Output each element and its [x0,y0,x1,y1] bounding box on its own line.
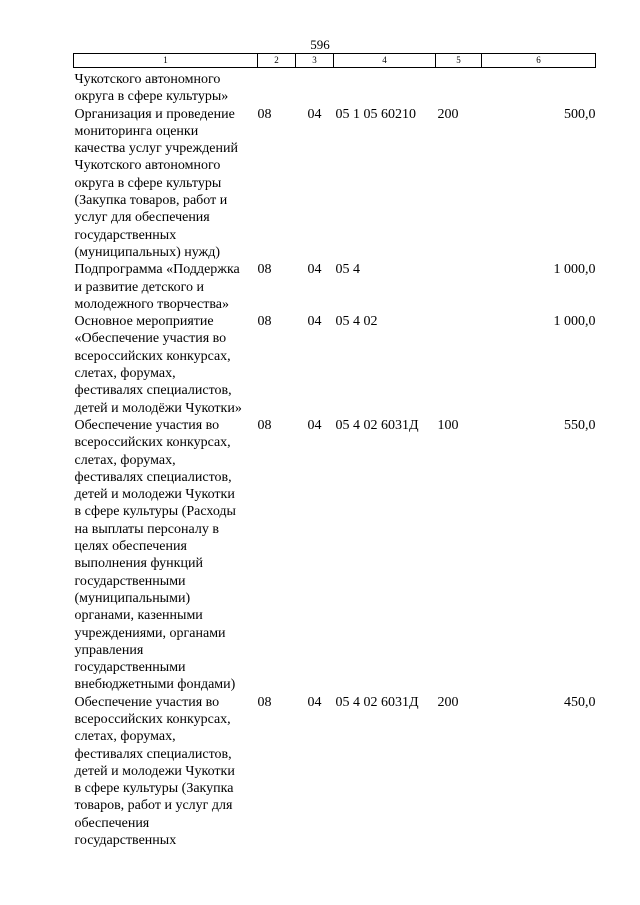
table-row [74,106,596,262]
description-line: на выплаты персоналу в [74,521,219,537]
column-header-5: 5 [436,54,482,68]
row-expense-type: 200 [437,694,459,710]
description-line: государственными [74,660,186,676]
description-line: слетах, форумах, [74,729,176,745]
row-target-code: 05 4 02 6031Д [335,694,419,710]
row-target-code [334,68,436,106]
row-section: 08 [257,314,272,330]
description-line: (муниципальных) нужд) [74,244,221,260]
description-line: и развитие детского и [74,279,204,295]
row-target-code: 05 4 [335,262,360,278]
table-body [74,68,596,850]
description-line: округа в сфере культуры» [74,89,229,105]
row-target-code: 05 4 02 6031Д [335,417,419,433]
column-header-1: 1 [74,54,258,68]
description-line: детей и молодежи Чукотки [74,763,235,779]
description-line: (муниципальными) [74,590,191,606]
description-line: детей и молодёжи Чукотки» [74,400,242,416]
description-line: Подпрограмма «Поддержка [74,262,240,278]
row-expense-type [436,68,482,106]
description-line: управления [74,642,144,658]
row-amount: 450,0 [564,694,596,710]
description-line: всероссийских конкурсах, [74,711,231,727]
description-line: округа в сфере культуры [74,175,222,191]
description-line: государственными [74,573,186,589]
table-row [74,694,596,850]
description-line: внебюджетными фондами) [74,677,236,693]
description-line: государственных [74,833,177,849]
row-section [258,68,296,106]
row-amount [482,68,596,106]
row-expense-type [436,261,482,313]
page-number: 596 [310,37,330,52]
row-amount: 500,0 [564,106,596,122]
row-amount: 1 000,0 [553,314,596,330]
row-section: 08 [257,106,272,122]
table-row [74,313,596,417]
row-description [74,417,258,694]
row-amount: 1 000,0 [553,262,596,278]
column-header-3: 3 [296,54,334,68]
description-line: Чукотского автономного [74,72,221,87]
column-header-6: 6 [482,54,596,68]
description-line: государственных [74,227,177,243]
row-subsection: 04 [307,262,322,278]
description-line: Основное мероприятие [74,314,214,330]
description-line: (Закупка товаров, работ и [74,193,228,209]
row-amount: 550,0 [564,417,596,433]
description-line: Организация и проведение [74,106,235,122]
column-header-4: 4 [334,54,436,68]
description-line: фестивалях специалистов, [74,383,232,399]
row-description [74,694,258,850]
description-line: Обеспечение участия во [74,417,220,433]
row-target-code: 05 1 05 60210 [335,106,416,122]
table-row [74,68,596,106]
description-line: слетах, форумах, [74,366,176,382]
row-target-code: 05 4 02 [335,314,378,330]
description-line: фестивалях специалистов, [74,469,232,485]
description-line: детей и молодежи Чукотки [74,487,235,503]
description-line: «Обеспечение участия во [74,331,227,347]
row-expense-type: 200 [437,106,459,122]
description-line: учреждениями, органами [74,625,226,641]
description-line: в сфере культуры (Расходы [74,504,236,520]
description-line: выполнения функций [74,556,203,572]
row-expense-type: 100 [437,417,459,433]
description-line: обеспечения [74,815,150,831]
row-expense-type [436,313,482,417]
description-line: Чукотского автономного [74,158,221,174]
table-row [74,417,596,694]
description-line: мониторинга оценки [74,123,199,139]
description-line: молодежного творчества» [74,296,230,312]
description-line: услуг для обеспечения [74,210,210,226]
row-section: 08 [257,694,272,710]
description-line: в сфере культуры (Закупка [74,781,234,797]
table-header-row [74,54,596,68]
row-section: 08 [257,262,272,278]
column-header-2: 2 [258,54,296,68]
row-description [74,68,258,106]
table-row [74,261,596,313]
description-line: товаров, работ и услуг для [74,798,233,814]
description-line: целях обеспечения [74,539,187,555]
row-subsection [296,68,334,106]
row-subsection: 04 [307,417,322,433]
description-line: всероссийских конкурсах, [74,435,231,451]
row-subsection: 04 [307,314,322,330]
description-line: Обеспечение участия во [74,694,220,710]
description-line: органами, казенными [74,608,203,624]
row-description [74,261,258,313]
description-line: качества услуг учреждений [74,141,239,157]
description-line: фестивалях специалистов, [74,746,232,762]
budget-table [73,53,596,849]
description-line: слетах, форумах, [74,452,176,468]
row-subsection: 04 [307,694,322,710]
row-description [74,106,258,262]
description-line: всероссийских конкурсах, [74,348,231,364]
row-description [74,313,258,417]
row-section: 08 [257,417,272,433]
row-subsection: 04 [307,106,322,122]
